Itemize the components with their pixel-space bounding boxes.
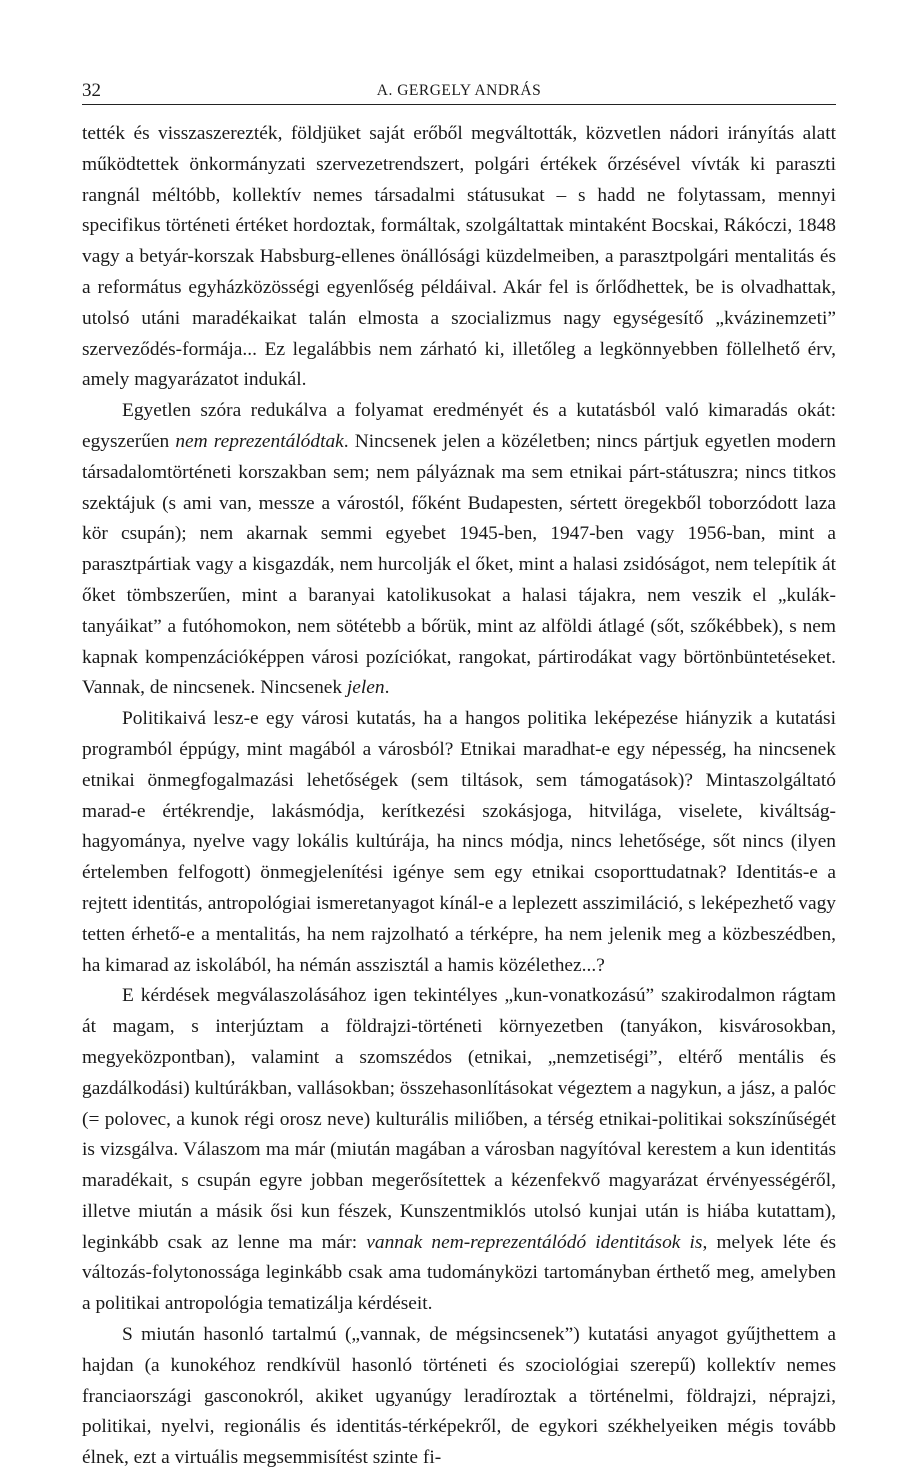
paragraph xyxy=(82,981,836,1320)
paragraph xyxy=(82,1320,836,1474)
body-text xyxy=(82,119,836,1474)
text-run: Politikaivá lesz-e egy városi kutatás, ha a hangos politika leképezése hiányzik a kutatási programból éppúgy, mint magából a városból? Etnikai maradhat-e egy népesség, ha nincsenek etnikai önmegfogalmazási lehetőségek (sem tiltások, sem támogatások)? Mintaszolgáltató marad-e értékrendje, lakásmódja, kerítkezési szokásjoga, hitvilága, viselete, kiváltság-hagyománya, nyelve vagy lokális kultúrája, ha nincs módja, nincs lehetősége, sőt nincs (ilyen értelemben felfogott) önmegjelenítési igénye sem egy etnikai csoporttudatnak? Identitás-e a rejtett identitás, antropológiai ismeretanyagot kínál-e a leplezett asszimiláció, s leképezhető vagy tetten érhető-e a mentalitás, ha nem rajzolható a térképre, ha nem jelenik meg a közbeszédben, ha kimarad az iskolából, ha némán asszisztál a hamis közélethez...? xyxy=(82,708,836,976)
paragraph xyxy=(82,119,836,396)
book-page xyxy=(82,78,836,1474)
text-run: . xyxy=(384,677,390,699)
text-run: tették és visszaszerezték, földjüket saját erőből megváltották, közvetlen nádori irányítás alatt működtettek önkormányzati szervezetrendszert, polgári értékek őrzésével vívták ki paraszti rangnál méltóbb, kollektív nemes társadalmi státusukat – s hadd ne folytassam, mennyi specifikus történeti értéket hordoztak, formáltak, szolgáltattak mintaként Bocskai, Rákóczi, 1848 vagy a betyár-korszak Habsburg-ellenes önállósági küzdelmeiben, a parasztpolgári mentalitás és a református egyházközösségi egyenlőség példáival. Akár fel is őrlődhettek, be is olvadhattak, utolsó utáni maradékaikat talán elmosta a szocializmus nagy egységesítő „kvázinemzeti” szerveződés-formája... Ez legalábbis nem zárható ki, illetőleg a legkönnyebben föllelhető érv, amely magyarázatot indukál. xyxy=(82,123,836,391)
italic-phrase: nem reprezentálódtak xyxy=(175,430,344,452)
text-run: Egyetlen szóra redukálva a folyamat eredményét és a kutatásból való kimaradás okát: egyszerűen xyxy=(82,400,836,452)
paragraph xyxy=(82,396,836,704)
text-run: . Nincsenek jelen a közéletben; nincs pártjuk egyetlen modern társadalomtörténeti korszakban sem; nem pályáznak ma sem etnikai párt-státuszra; nincs titkos szektájuk (s ami van, messze a várostól, főként Budapesten, sértett öregekből toborzódott laza kör csupán); nem akarnak semmi egyebet 1945-ben, 1947-ben vagy 1956-ban, mint a parasztpártiak vagy a kisgazdák, nem hurcolják el őket, mint a halasi zsidóságot, nem telepítik át őket tömbszerűen, mint a baranyai katolikusokat a halasi tájakra, nem veszik el „kulák-tanyáikat” a futóhomokon, nem sötétebb a bőrük, mint az alföldi átlagé (sőt, szőkébbek), s nem kapnak kompenzációképpen városi pozíciókat, rangokat, pártirodákat vagy börtönbüntetéseket. Vannak, de nincsenek. Nincsenek xyxy=(82,430,836,699)
text-run: E kérdések megválaszolásához igen tekintélyes „kun-vonatkozású” szakirodalmon rágtam át magam, s interjúztam a földrajzi-történeti környezetben (tanyákon, kisvárosokban, megyeközpontban), valamint a szomszédos (etnikai, „nemzetiségi”, eltérő mentális és gazdálkodási) kultúrákban, vallásokban; összehasonlításokat végeztem a nagykun, a jász, a palóc (= polovec, a kunok régi orosz neve) kulturális miliőben, a térség etnikai-politikai sokszínűségét is vizsgálva. Válaszom ma már (miután magában a városban nagyítóval kerestem a kun identitás maradékait, s csupán egyre jobban megerősítettek a kézenfekvő magyarázat érvényességéről, illetve miután a másik ősi kun fészek, Kunszentmiklós utolsó kunjai után is hiába kutattam), leginkább csak az lenne ma már: xyxy=(82,985,836,1253)
running-head xyxy=(82,78,836,105)
paragraph xyxy=(82,704,836,981)
page-number: 32 xyxy=(82,80,101,101)
italic-phrase: vannak nem-reprezentálódó identitások is xyxy=(366,1231,703,1253)
text-run: S miután hasonló tartalmú („vannak, de mégsincsenek”) kutatási anyagot gyűjthettem a hajdan (a kunokéhoz rendkívül hasonló történeti és szociológiai szerepű) kollektív nemes franciaországi gasconokról, akiket ugyanúgy leradíroztak a történelmi, földrajzi, néprajzi, politikai, nyelvi, regionális és identitás-térképekről, de egykori székhelyeiken mégis tovább élnek, ezt a virtuális megsemmisítést szinte fi- xyxy=(82,1324,836,1469)
italic-phrase: jelen xyxy=(346,677,385,699)
running-head-author: A. GERGELY ANDRÁS xyxy=(376,82,542,99)
text-run: , melyek léte és változás-folytonossága leginkább csak ama tudományközi tartományban érthető meg, amelyben a politikai antropológia tematizálja kérdéseit. xyxy=(82,1231,836,1315)
